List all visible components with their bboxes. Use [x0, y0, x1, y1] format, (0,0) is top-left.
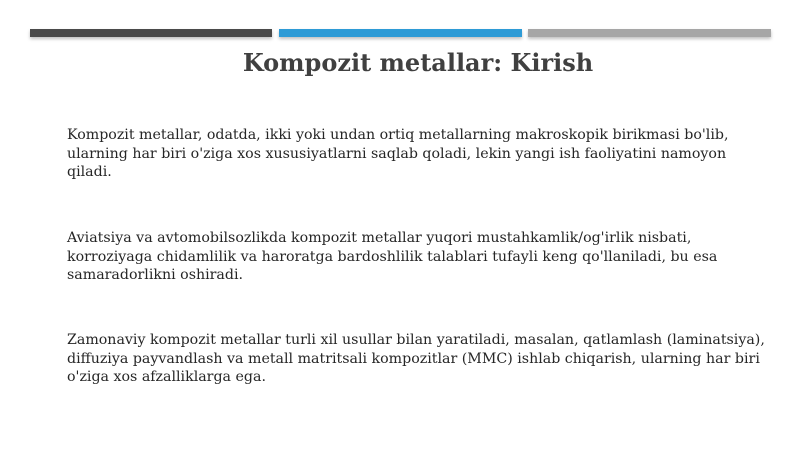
paragraph-applications: Aviatsiya va avtomobilsozlikda kompozit metallar yuqori mustahkamlik/og'irlik nisbati, korroziyaga chidamlilik va haroratga bardoshlilik talablari tufayli keng qo'llaniladi, bu esa samaradorlikni oshiradi. [67, 230, 718, 283]
paragraph-methods: Zamonaviy kompozit metallar turli xil usullar bilan yaratiladi, masalan, qatlamlash (laminatsiya), diffuziya payvandlash va metall matritsali kompozitlar (MMC) ishlab chiqarish, ularning har biri o'ziga xos afzalliklarga ega. [67, 332, 765, 385]
paragraph-intro: Kompozit metallar, odatda, ikki yoki undan ortiq metallarning makroskopik birikmasi bo'lib, ularning har biri o'ziga xos xususiyatlarni saqlab qoladi, lekin yangi ish faoliyatini namoyon qiladi. [67, 127, 729, 180]
slide-title: Kompozit metallar: Kirish [242, 48, 594, 77]
accent-bar-gray [528, 29, 771, 37]
accent-bar-dark [30, 29, 272, 37]
accent-bar-blue [279, 29, 522, 37]
